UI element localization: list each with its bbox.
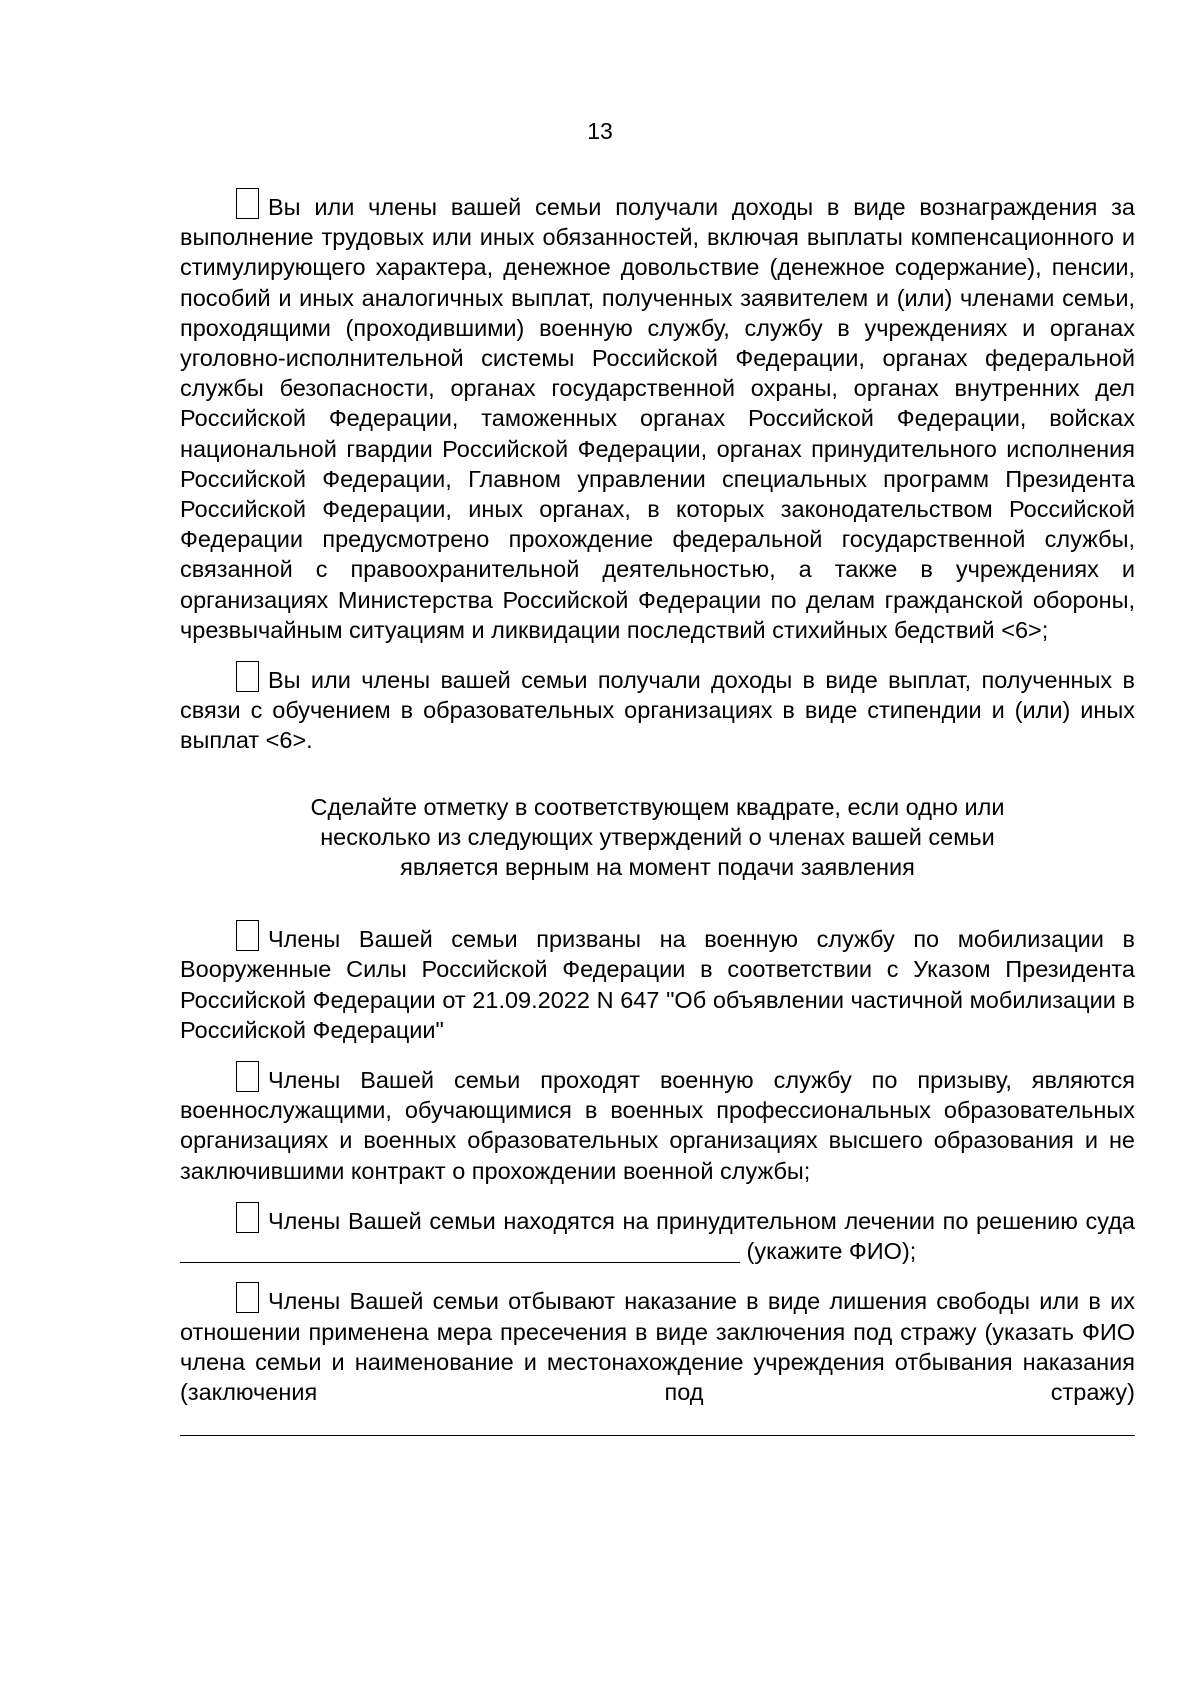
checkbox-family-mobilization[interactable] — [236, 920, 259, 951]
imprisonment-details-blank-line[interactable] — [180, 1417, 1135, 1436]
item-family-mobilization — [180, 920, 1135, 1045]
notice-line-1: Сделайте отметку в соответствующем квадрате, если одно или — [310, 793, 1005, 820]
fio-blank-field[interactable] — [180, 1238, 740, 1263]
item-income-salary — [180, 188, 1135, 645]
item-family-compulsory-treatment-suffix: (укажите ФИО); — [746, 1238, 917, 1265]
item-family-conscription — [180, 1061, 1135, 1186]
item-family-conscription-text: Члены Вашей семьи проходят военную службу по призыву, являются военнослужащими, обучающимися в военных профессиональных образовательных организациях и военных образовательных организациях высшего образования и не заключившими контракт о прохождении военной службы; — [180, 1067, 1135, 1184]
item-family-imprisonment — [180, 1282, 1135, 1407]
item-family-compulsory-treatment — [180, 1202, 1135, 1266]
page-number: 13 — [587, 118, 613, 144]
item-family-compulsory-treatment-text: Члены Вашей семьи находятся на принудительном лечении по решению суда — [268, 1207, 1135, 1234]
item-family-imprisonment-text: Члены Вашей семьи отбывают наказание в виде лишения свободы или в их отношении применена мера пресечения в виде заключения под стражу (указать ФИО члена семьи и наименование и местонахождение учреждения отбывания наказания (заключения под стражу) — [180, 1288, 1135, 1405]
checkbox-income-scholarship[interactable] — [236, 661, 259, 692]
item-family-mobilization-text: Члены Вашей семьи призваны на военную службу по мобилизации в Вооруженные Силы Российской Федерации в соответствии с Указом Президента Российской Федерации от 21.09.2022 N 647 "Об объявлении частичной мобилизации в Российской Федерации" — [180, 926, 1135, 1043]
item-income-salary-text: Вы или члены вашей семьи получали доходы в виде вознаграждения за выполнение трудовых или иных обязанностей, включая выплаты компенсационного и стимулирующего характера, денежное довольствие (денежное содержание), пенсии, пособий и иных аналогичных выплат, полученных заявителем и (или) членами семьи, проходящими (проходившими) военную службу, службу в учреждениях и органах уголовно-исполнительной системы Российской Федерации, органах федеральной службы безопасности, органах государственной охраны, органах внутренних дел Российской Федерации, таможенных органах Российской Федерации, войсках национальной гвардии Российской Федерации, органах принудительного исполнения Российской Федерации, Главном управлении специальных программ Президента Российской Федерации, иных органах, в которых законодательством Российской Федерации предусмотрено прохождение федеральной государственной службы, связанной с правоохранительной деятельностью, а также в учреждениях и организациях Министерства Российской Федерации по делам гражданской обороны, чрезвычайным ситуациям и ликвидации последствий стихийных бедствий <6>; — [180, 194, 1135, 643]
checkbox-family-compulsory-treatment[interactable] — [236, 1202, 259, 1233]
notice-instruction — [180, 792, 1135, 883]
checkbox-family-imprisonment[interactable] — [236, 1282, 259, 1313]
checkbox-family-conscription[interactable] — [236, 1061, 259, 1092]
notice-line-2: несколько из следующих утверждений о членах вашей семьи — [320, 823, 995, 850]
notice-line-3: является верным на момент подачи заявления — [400, 854, 915, 881]
item-income-scholarship-text: Вы или члены вашей семьи получали доходы в виде выплат, полученных в связи с обучением в образовательных организациях в виде стипендии и (или) иных выплат <6>. — [180, 667, 1135, 754]
document-body — [180, 188, 1135, 1436]
item-income-scholarship — [180, 661, 1135, 756]
checkbox-income-salary[interactable] — [236, 188, 259, 219]
